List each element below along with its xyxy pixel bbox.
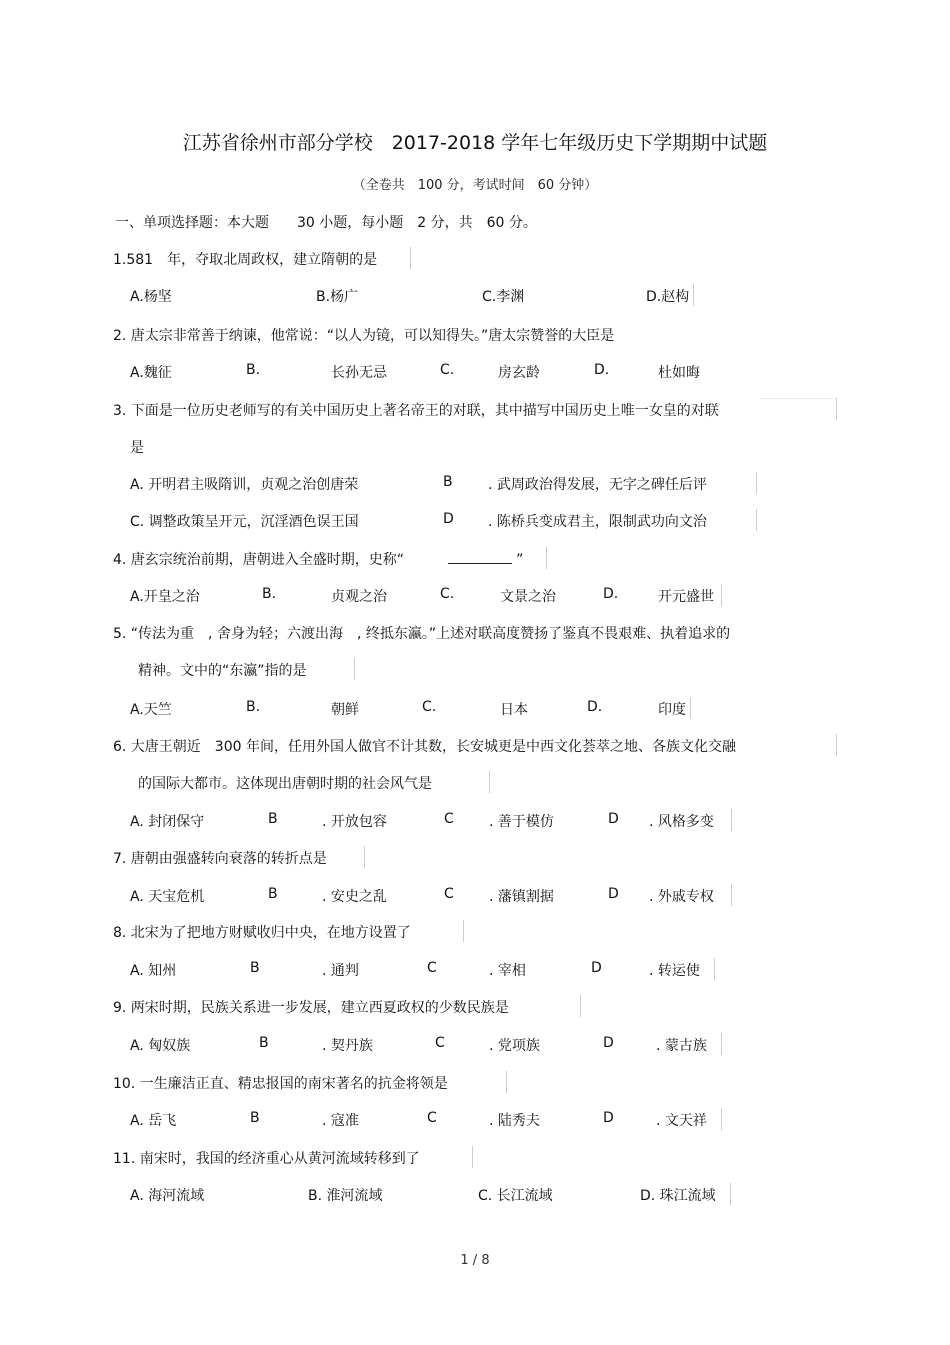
option-b-letter: B [268, 811, 278, 827]
question-8: 8. 北宋为了把地方财赋收归中央，在地方设置了 [113, 925, 411, 941]
option-d-letter: D [591, 960, 602, 976]
option-c-letter: C [444, 886, 454, 902]
option-b: . 武周政治得发展，无字之碑任后评 [488, 477, 707, 493]
option-c-letter: C. [440, 362, 455, 378]
option-b-letter: B [250, 1110, 260, 1126]
option-c: . 宰相 [489, 963, 526, 979]
option-d-letter: D [603, 1110, 614, 1126]
question-2: 2. 唐太宗非常善于纳谏，他常说：“以人为镜，可以知得失。”唐太宗赞誉的大臣是 [113, 328, 615, 344]
question-4-text: 4. 唐玄宗统治前期，唐朝进入全盛时期，史称“ [113, 552, 405, 568]
question-4-end: ” [516, 552, 524, 568]
question-9: 9. 两宋时期，民族关系进一步发展，建立西夏政权的少数民族是 [113, 1000, 509, 1016]
option-a: A.天竺 [130, 702, 172, 718]
question-3: 3. 下面是一位历史老师写的有关中国历史上著名帝王的对联，其中描写中国历史上唯一女皇的对联 [113, 403, 719, 419]
exam-info: （全卷共 100 分，考试时间 60 分钟） [352, 178, 598, 193]
option-d-letter: D [603, 1035, 614, 1051]
option-c-letter: C [435, 1035, 445, 1051]
question-10: 10. 一生廉洁正直、精忠报国的南宋著名的抗金将领是 [113, 1076, 448, 1092]
option-b-letter: B. [262, 586, 277, 602]
option-c-letter: C [427, 1110, 437, 1126]
option-d: 印度 [658, 702, 686, 718]
option-d: D. 珠江流域 [640, 1188, 716, 1204]
option-d: . 陈桥兵变成君主，限制武功向文治 [488, 514, 707, 530]
question-11: 11. 南宋时，我国的经济重心从黄河流域转移到了 [113, 1151, 420, 1167]
option-a: A.魏征 [130, 365, 172, 381]
option-a: A.杨坚 [130, 289, 172, 305]
option-b: 贞观之治 [331, 589, 387, 605]
option-b: . 安史之乱 [322, 889, 387, 905]
option-b-letter: B [268, 886, 278, 902]
section-heading: 一、单项选择题：本大题 30 小题，每小题 2 分，共 60 分。 [115, 215, 537, 231]
option-d-letter: D [443, 511, 454, 527]
option-c: 房玄龄 [498, 365, 540, 381]
option-a: A. 岳飞 [130, 1113, 177, 1129]
option-c: C. 长江流域 [478, 1188, 553, 1204]
question-6-cont: 的国际大都市。这体现出唐朝时期的社会风气是 [138, 776, 432, 792]
option-b: . 开放包容 [322, 814, 387, 830]
option-c: 文景之治 [500, 589, 556, 605]
option-c: C.李渊 [482, 289, 525, 305]
option-a: A. 匈奴族 [130, 1038, 191, 1054]
option-d: 开元盛世 [658, 589, 714, 605]
option-c: . 善于模仿 [489, 814, 554, 830]
option-b: 长孙无忌 [331, 365, 387, 381]
option-d-letter: D. [603, 586, 619, 602]
option-c: 日本 [500, 702, 528, 718]
option-d: . 风格多变 [649, 814, 714, 830]
page-number: 1 / 8 [460, 1253, 490, 1268]
option-b-letter: B. [246, 362, 261, 378]
option-a: A. 海河流域 [130, 1188, 205, 1204]
option-b-letter: B [443, 474, 453, 490]
option-c: . 党项族 [489, 1038, 540, 1054]
option-a: A. 封闭保守 [130, 814, 205, 830]
option-d-letter: D. [587, 699, 603, 715]
option-c-letter: C. [440, 586, 455, 602]
option-a: A. 知州 [130, 963, 177, 979]
option-d: . 外戚专权 [649, 889, 714, 905]
option-b: . 契丹族 [322, 1038, 373, 1054]
option-b-letter: B [259, 1035, 269, 1051]
page-title: 江苏省徐州市部分学校 2017-2018 学年七年级历史下学期期中试题 [182, 132, 768, 154]
option-d-letter: D. [594, 362, 610, 378]
question-5: 5. “传法为重 , 舍身为轻；六渡出海 , 终抵东瀛。”上述对联高度赞扬了鉴真不畏艰难、执着追求的 [113, 626, 731, 642]
option-b: B. 淮河流域 [308, 1188, 383, 1204]
question-4 [113, 549, 523, 569]
option-c-letter: C. [422, 699, 437, 715]
option-b: B.杨广 [316, 289, 359, 305]
option-b-letter: B [250, 960, 260, 976]
answer-blank [448, 549, 512, 564]
option-d-letter: D [608, 886, 619, 902]
option-d: D.赵构 [646, 289, 690, 305]
option-c: . 藩镇割据 [489, 889, 554, 905]
option-b: . 寇准 [322, 1113, 359, 1129]
option-b: 朝鲜 [331, 702, 359, 718]
option-d: . 转运使 [649, 963, 700, 979]
question-3-cont: 是 [130, 440, 144, 456]
question-1: 1.581 年，夺取北周政权，建立隋朝的是 [113, 252, 378, 268]
option-c: . 陆秀夫 [489, 1113, 540, 1129]
option-c: C. 调整政策呈开元，沉淫酒色误王国 [130, 514, 359, 530]
option-b-letter: B. [246, 699, 261, 715]
option-d-letter: D [608, 811, 619, 827]
option-b: . 通判 [322, 963, 359, 979]
option-c-letter: C [427, 960, 437, 976]
question-7: 7. 唐朝由强盛转向衰落的转折点是 [113, 851, 327, 867]
option-d: 杜如晦 [658, 365, 700, 381]
option-c-letter: C [444, 811, 454, 827]
question-5-cont: 精神。文中的“东瀛”指的是 [138, 663, 307, 679]
option-a: A. 开明君主吸隋训，贞观之治创唐荣 [130, 477, 359, 493]
option-d: . 蒙古族 [656, 1038, 707, 1054]
option-a: A.开皇之治 [130, 589, 200, 605]
option-a: A. 天宝危机 [130, 889, 205, 905]
question-6: 6. 大唐王朝近 300 年间，任用外国人做官不计其数，长安城更是中西文化荟萃之地、各族文化交融 [113, 739, 736, 755]
option-d: . 文天祥 [656, 1113, 707, 1129]
